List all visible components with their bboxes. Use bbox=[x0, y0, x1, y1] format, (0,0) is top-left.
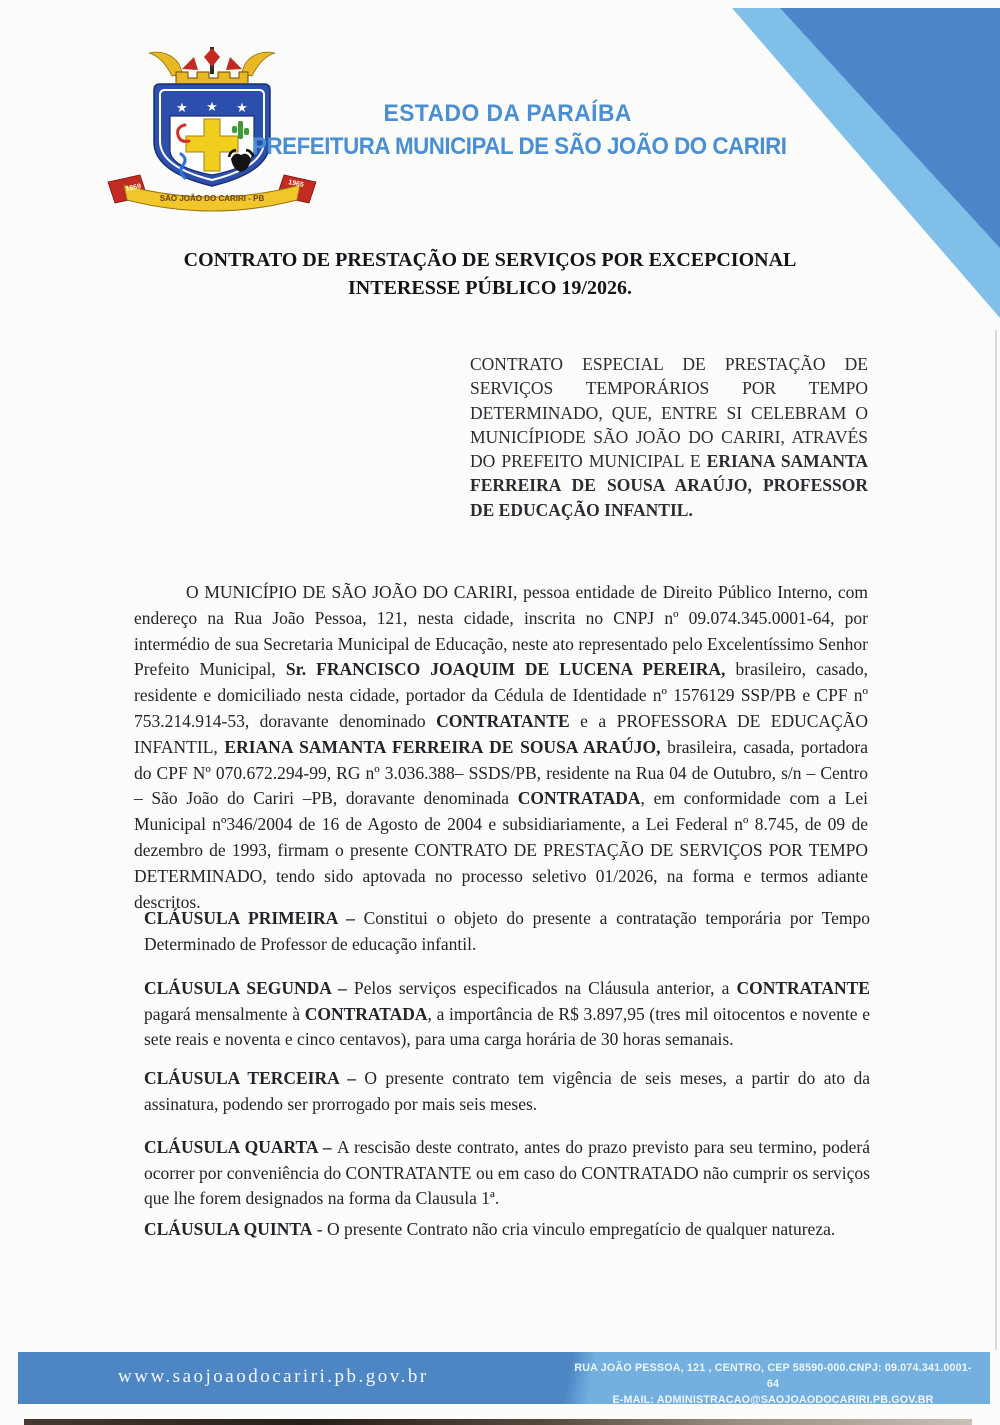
crest-banner-text: SÃO JOÃO DO CARIRI - PB bbox=[159, 194, 265, 203]
clause-paragraph: CLÁUSULA QUARTA – A rescisão deste contrato, antes do prazo previsto para seu termino, poderá ocorrer por conveniência do CONTRATANTE ou em caso do CONTRATADO não cumprir os serviços que lhe forem designados na forma da Clausula 1ª. bbox=[144, 1137, 870, 1209]
scan-edge-right bbox=[995, 330, 997, 1350]
svg-text:★: ★ bbox=[236, 101, 248, 116]
document-title-line1: CONTRATO DE PRESTAÇÃO DE SERVIÇOS POR EXCEPCIONAL bbox=[183, 249, 797, 271]
scan-edge-bottom bbox=[24, 1419, 972, 1425]
document-title bbox=[90, 246, 890, 302]
footer-contact bbox=[569, 1360, 976, 1408]
crest-year-left: 1869 bbox=[125, 183, 142, 193]
clauses-section bbox=[144, 906, 870, 1243]
clause-paragraph: CLÁUSULA TERCEIRA – O presente contrato tem vigência de seis meses, a partir do ato da assinatura, podendo ser prorrogado por mais seis meses. bbox=[144, 1067, 871, 1114]
clause-paragraph: CLÁUSULA QUINTA - O presente Contrato não cria vinculo empregatício de qualquer natureza. bbox=[144, 1218, 836, 1239]
svg-text:★: ★ bbox=[176, 101, 188, 116]
footer-address: RUA JOÃO PESSOA, 121 , CENTRO, CEP 58590-000.CNPJ: 09.074.341.0001-64 bbox=[574, 1362, 972, 1390]
clause-paragraph: CLÁUSULA PRIMEIRA – Constitui o objeto do presente a contratação temporária por Tempo Determinado de Professor de educação infantil. bbox=[144, 908, 870, 954]
clause-paragraph: CLÁUSULA SEGUNDA – Pelos serviços especificados na Cláusula anterior, a CONTRATANTE pagará mensalmente à CONTRATADA, a importância de R$ 3.897,95 (tres mil oitocentos e novente e sete reais e noventa e cinco centavos), para uma carga horária de 30 horas semanais. bbox=[144, 978, 870, 1050]
document-title-line2: INTERESSE PÚBLICO 19/2026. bbox=[348, 277, 632, 299]
footer-website: www.saojoaodocariri.pb.gov.br bbox=[118, 1366, 429, 1387]
contract-preamble: CONTRATO ESPECIAL DE PRESTAÇÃO DE SERVIÇOS TEMPORÁRIOS POR TEMPO DETERMINADO, QUE, ENTRE SI CELEBRAM O MUNICÍPIODE SÃO JOÃO DO CARIRI, ATRAVÉS DO PREFEITO MUNICIPAL E ERIANA SAMANTA FERREIRA DE SOUSA ARAÚJO, PROFESSOR DE EDUCAÇÃO INFANTIL. bbox=[470, 354, 868, 520]
footer-bar bbox=[18, 1352, 990, 1404]
footer-email: E-MAIL: ADMINISTRACAO@SAOJOAODOCARIRI.PB.GOV.BR bbox=[612, 1394, 934, 1406]
crest-year-right: 1965 bbox=[287, 179, 305, 189]
org-header bbox=[232, 100, 787, 161]
org-state-line: ESTADO DA PARAÍBA bbox=[383, 100, 633, 127]
svg-text:★: ★ bbox=[206, 100, 218, 115]
opening-paragraph: O MUNICÍPIO DE SÃO JOÃO DO CARIRI, pessoa entidade de Direito Público Interno, com endereço na Rua João Pessoa, 121, nesta cidade, inscrita no CNPJ nº 09.074.345.0001-64, por intermédio de sua Secretaria Municipal de Educação, neste ato representado pelo Excelentíssimo Senhor Prefeito Municipal, Sr. FRANCISCO JOAQUIM DE LUCENA PEREIRA, brasileiro, casado, residente e domiciliado nesta cidade, portador da Cédula de Identidade nº 1576129 SSP/PB e CPF nº 753.214.914-53, doravante denominado CONTRATANTE e a PROFESSORA DE EDUCAÇÃO INFANTIL, ERIANA SAMANTA FERREIRA DE SOUSA ARAÚJO, brasileira, casada, portadora do CPF Nº 070.672.294-99, RG nº 3.036.388– SSDS/PB, residente na Rua 04 de Outubro, s/n – Centro – São João do Cariri –PB, doravante denominada CONTRATADA, em conformidade com a Lei Municipal nº346/2004 de 16 de Agosto de 2004 e subsidiariamente, a Lei Federal nº 8.745, de 09 de dezembro de 1993, firmam o presente CONTRATO DE PRESTAÇÃO DE SERVIÇOS POR TEMPO DETERMINADO, tendo sido aptovada no processo seletivo 01/2026, na forma e termos adiante descritos. bbox=[134, 582, 868, 912]
org-municipality-line: PREFEITURA MUNICIPAL DE SÃO JOÃO DO CARIRI bbox=[252, 133, 787, 160]
